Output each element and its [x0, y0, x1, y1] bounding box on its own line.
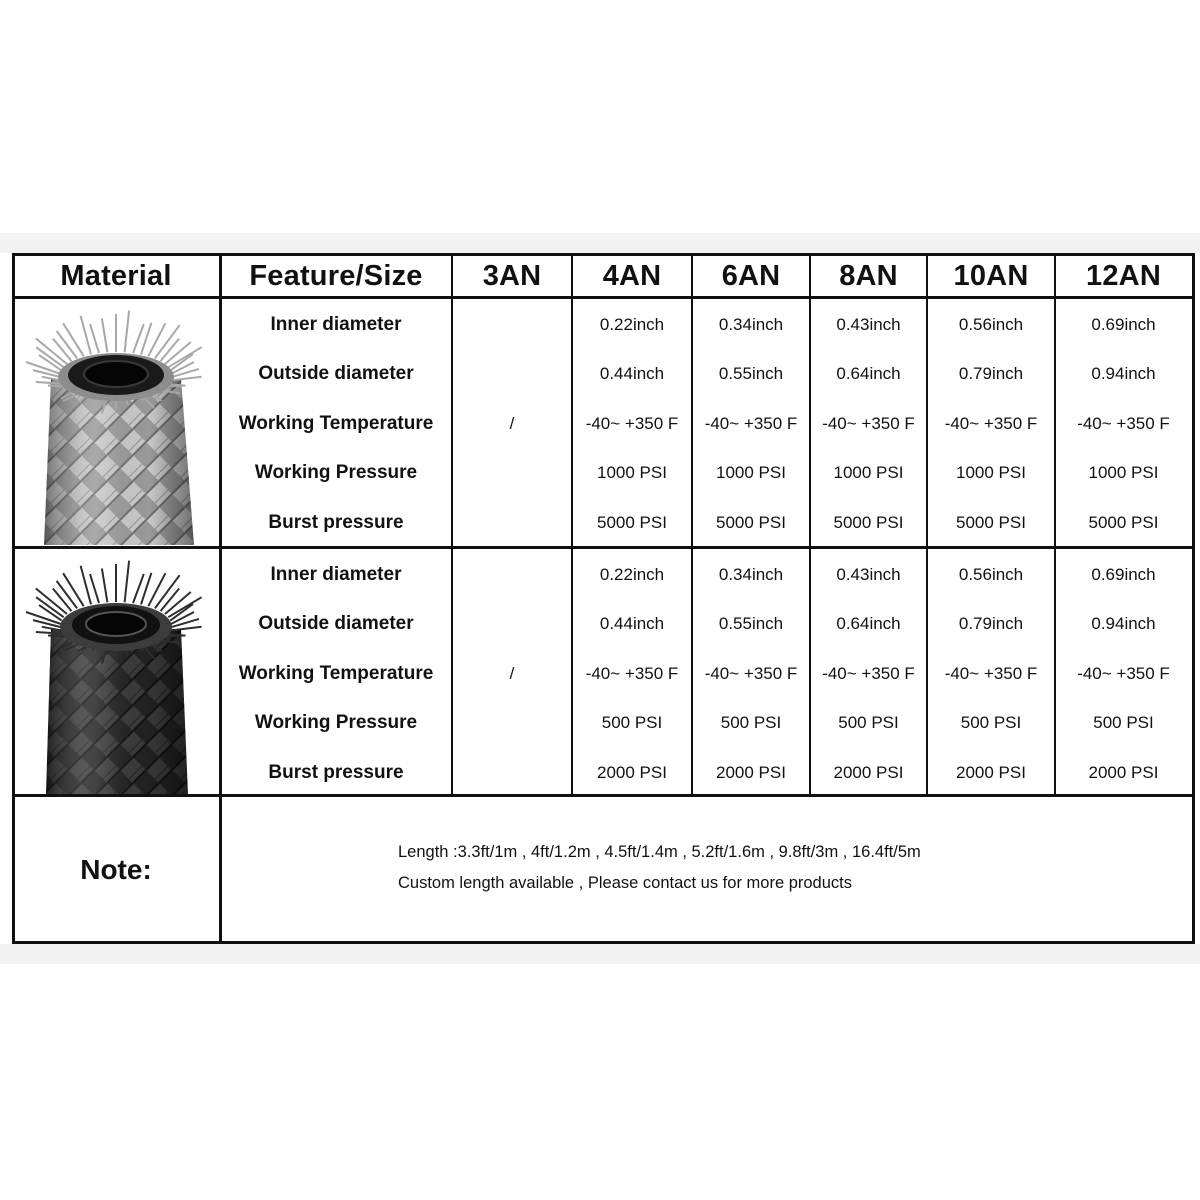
table-cell: 5000 PSI	[956, 512, 1026, 532]
table-cell: 0.44inch	[599, 614, 665, 634]
table-cell: 0.55inch	[718, 364, 784, 384]
table-cell: 500 PSI	[960, 713, 1022, 733]
feature-label: Inner diameter	[270, 563, 402, 585]
header-divider	[12, 296, 1194, 299]
table-cell: 2000 PSI	[833, 762, 904, 782]
table-cell: -40~ +350 F	[944, 663, 1038, 683]
feature-label: Outside diameter	[258, 613, 414, 635]
table-cell: 0.64inch	[836, 614, 901, 634]
header-size-8an: 8AN	[839, 259, 898, 292]
nylon-braided-hose-image	[16, 549, 216, 795]
table-border-bottom	[12, 941, 1194, 944]
table-cell: 0.55inch	[718, 614, 784, 634]
table-cell: 1000 PSI	[716, 463, 786, 483]
table-cell: 1000 PSI	[956, 463, 1026, 483]
table-cell: -40~ +350 F	[585, 413, 679, 433]
feature-label: Outside diameter	[258, 363, 414, 385]
table-cell: -40~ +350 F	[944, 413, 1038, 433]
note-line-custom: Custom length available , Please contact us for more products	[398, 874, 852, 892]
table-cell: 1000 PSI	[833, 463, 904, 483]
table-cell: -40~ +350 F	[822, 413, 915, 433]
column-divider	[1054, 253, 1056, 797]
table-cell: 0.64inch	[836, 364, 901, 384]
header-feature-size: Feature/Size	[249, 259, 423, 292]
header-size-3an: 3AN	[482, 259, 542, 292]
table-cell: 500 PSI	[838, 713, 899, 733]
table-cell: 0.44inch	[599, 364, 665, 384]
note-line-lengths: Length :3.3ft/1m , 4ft/1.2m , 4.5ft/1.4m , 5.2ft/1.6m , 9.8ft/3m , 16.4ft/5m	[398, 843, 921, 861]
header-material: Material	[60, 259, 172, 292]
table-cell: 0.69inch	[1091, 314, 1156, 334]
feature-label: Working Temperature	[238, 662, 434, 684]
note-title: Note:	[80, 854, 152, 885]
column-divider	[926, 253, 928, 797]
table-cell: 500 PSI	[720, 713, 782, 733]
table-cell: 0.43inch	[836, 564, 901, 584]
column-divider	[451, 253, 453, 797]
table-cell: 0.22inch	[599, 564, 665, 584]
table-cell: 1000 PSI	[597, 463, 667, 483]
table-cell: 0.94inch	[1091, 614, 1156, 634]
table-cell: -40~ +350 F	[1077, 663, 1170, 683]
feature-label: Inner diameter	[270, 313, 402, 335]
table-cell: 0.94inch	[1091, 364, 1156, 384]
stainless-braided-hose-image	[16, 299, 216, 545]
table-border-right	[1192, 253, 1195, 944]
table-cell: 5000 PSI	[597, 512, 667, 532]
table-cell: 0.79inch	[958, 364, 1024, 384]
table-cell: 500 PSI	[601, 713, 663, 733]
table-cell: 2000 PSI	[1088, 762, 1159, 782]
table-cell: -40~ +350 F	[704, 413, 798, 433]
table-border-top	[12, 253, 1194, 256]
note-divider	[12, 794, 1194, 797]
header-size-12an: 12AN	[1086, 259, 1161, 292]
feature-label: Working Pressure	[254, 462, 418, 484]
table-cell: 5000 PSI	[716, 512, 786, 532]
table-cell: -40~ +350 F	[585, 663, 679, 683]
table-cell: 0.22inch	[599, 314, 665, 334]
three-an-cell: /	[509, 413, 515, 433]
table-cell: -40~ +350 F	[704, 663, 798, 683]
column-divider	[809, 253, 811, 797]
table-cell: 0.56inch	[958, 564, 1024, 584]
table-cell: 0.43inch	[836, 314, 901, 334]
group-divider	[12, 546, 1194, 549]
table-cell: 0.56inch	[958, 314, 1024, 334]
column-divider	[691, 253, 693, 797]
feature-label: Working Pressure	[254, 712, 418, 734]
table-cell: 0.34inch	[718, 564, 784, 584]
table-cell: 0.69inch	[1091, 564, 1156, 584]
top-shade-band	[0, 233, 1200, 253]
feature-label: Burst pressure	[268, 511, 404, 533]
bottom-shade-band	[0, 944, 1200, 964]
header-size-10an: 10AN	[953, 259, 1029, 292]
three-an-cell: /	[509, 663, 515, 683]
feature-label: Working Temperature	[238, 412, 434, 434]
table-cell: 5000 PSI	[833, 512, 904, 532]
table-cell: 1000 PSI	[1088, 463, 1159, 483]
table-cell: 2000 PSI	[716, 762, 786, 782]
feature-label: Burst pressure	[268, 761, 404, 783]
table-cell: 0.79inch	[958, 614, 1024, 634]
table-cell: -40~ +350 F	[822, 663, 915, 683]
table-cell: 2000 PSI	[597, 762, 667, 782]
table-cell: 500 PSI	[1093, 713, 1154, 733]
header-size-4an: 4AN	[602, 259, 662, 292]
table-cell: 5000 PSI	[1088, 512, 1159, 532]
table-cell: 0.34inch	[718, 314, 784, 334]
header-size-6an: 6AN	[721, 259, 781, 292]
column-divider	[571, 253, 573, 797]
table-cell: 2000 PSI	[956, 762, 1026, 782]
table-cell: -40~ +350 F	[1077, 413, 1170, 433]
